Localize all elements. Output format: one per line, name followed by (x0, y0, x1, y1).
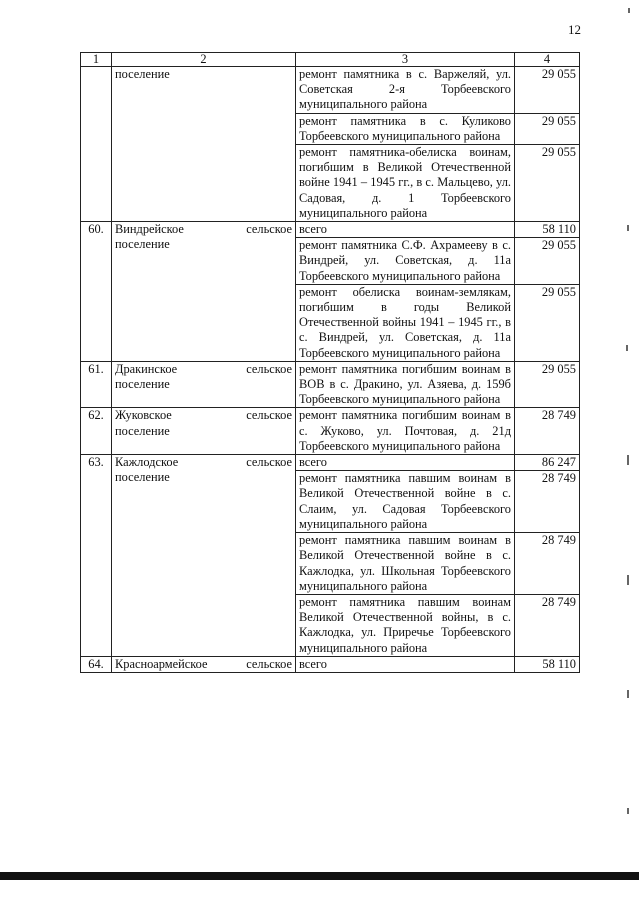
row-number: 62. (81, 408, 112, 455)
work-description: ремонт памятника С.Ф. Ахрамееву в с. Виндрей, ул. Советская, д. 11а Торбеевского муниципального района (296, 238, 515, 285)
amount: 29 055 (515, 145, 580, 222)
work-description: ремонт памятника погибшим воинам в ВОВ в с. Дракино, ул. Азяева, д. 159б Торбеевского муниципального района (296, 361, 515, 408)
amount: 28 749 (515, 471, 580, 533)
settlement-word: сельское (246, 455, 292, 470)
work-description: ремонт памятника-обелиска воинам, погибшим в Великой Отечественной войне 1941 – 1945 гг., в с. Мальцево, ул. Садовая, д. 1 Торбеевского муниципального района (296, 145, 515, 222)
settlement-name-line: поселение (115, 423, 170, 438)
work-description: ремонт памятника павшим воинам Великой Отечественной войны, в с. Кажлодка, ул. Приречье Торбеевского муниципального района (296, 594, 515, 656)
column-header: 1 (81, 53, 112, 67)
settlement-word: Жуковское (115, 408, 172, 423)
row-number: 61. (81, 361, 112, 408)
settlement-name (112, 222, 296, 362)
settlement-word: сельское (246, 408, 292, 423)
scan-mark (627, 575, 629, 585)
settlement-name-line: поселение (115, 237, 170, 252)
row-number: 64. (81, 656, 112, 672)
amount: 58 110 (515, 656, 580, 672)
work-description: ремонт памятника в с. Куликово Торбеевского муниципального района (296, 113, 515, 144)
table-row (81, 408, 580, 455)
row-number: 63. (81, 455, 112, 657)
amount: 29 055 (515, 113, 580, 144)
page-number: 12 (568, 22, 581, 37)
work-description: ремонт обелиска воинам-землякам, погибшим в годы Великой Отечественной войны 1941 – 1945 гг., в с. Виндрей, ул. Советская, д. 11а Торбеевского муниципального района (296, 284, 515, 361)
scan-mark (627, 808, 629, 814)
settlement-word: поселение (115, 67, 170, 81)
work-description: всего (296, 222, 515, 238)
amount: 28 749 (515, 408, 580, 455)
amount: 29 055 (515, 67, 580, 114)
amount: 29 055 (515, 284, 580, 361)
column-header: 3 (296, 53, 515, 67)
settlement-word: сельское (246, 656, 292, 671)
amount: 28 749 (515, 533, 580, 595)
amount: 86 247 (515, 455, 580, 471)
scan-mark (627, 225, 629, 231)
settlement-word: Виндрейское (115, 222, 184, 237)
work-description: ремонт памятника в с. Варжеляй, ул. Советская 2-я Торбеевского муниципального района (296, 67, 515, 114)
work-description: ремонт памятника павшим воинам в Великой Отечественной войне в с. Кажлодка, ул. Школьная Торбеевского муниципального района (296, 533, 515, 595)
work-description: ремонт памятника павшим воинам в Великой Отечественной войне в с. Слаим, ул. Садовая Торбеевского муниципального района (296, 471, 515, 533)
table-row (81, 455, 580, 471)
scan-mark (627, 690, 629, 698)
settlement-name-line: поселение (115, 470, 170, 485)
settlement-name (112, 455, 296, 657)
table-row (81, 361, 580, 408)
settlement-word: Дракинское (115, 361, 178, 376)
settlement-name (112, 408, 296, 455)
table-row (81, 222, 580, 238)
settlement-name (112, 656, 296, 672)
settlement-word: сельское (246, 222, 292, 237)
settlement-name (112, 67, 296, 222)
work-description: всего (296, 455, 515, 471)
settlement-word: Красноармейское (115, 656, 208, 671)
amount: 29 055 (515, 238, 580, 285)
settlement-word: сельское (246, 361, 292, 376)
settlement-name (112, 361, 296, 408)
scan-mark (627, 455, 629, 465)
table-row (81, 656, 580, 672)
work-description: ремонт памятника погибшим воинам в с. Жуково, ул. Почтовая, д. 21д Торбеевского муниципального района (296, 408, 515, 455)
settlement-name-line: поселение (115, 377, 170, 392)
row-number: 60. (81, 222, 112, 362)
scan-mark (626, 345, 628, 351)
settlement-word: Кажлодское (115, 455, 179, 470)
column-header: 2 (112, 53, 296, 67)
amount: 29 055 (515, 361, 580, 408)
work-description: всего (296, 656, 515, 672)
scan-mark (628, 8, 630, 13)
table-row (81, 67, 580, 114)
row-number (81, 67, 112, 222)
scan-bottom-edge (0, 872, 639, 880)
amount: 28 749 (515, 594, 580, 656)
amount: 58 110 (515, 222, 580, 238)
table-header-row (81, 53, 580, 67)
budget-table (80, 52, 580, 673)
column-header: 4 (515, 53, 580, 67)
